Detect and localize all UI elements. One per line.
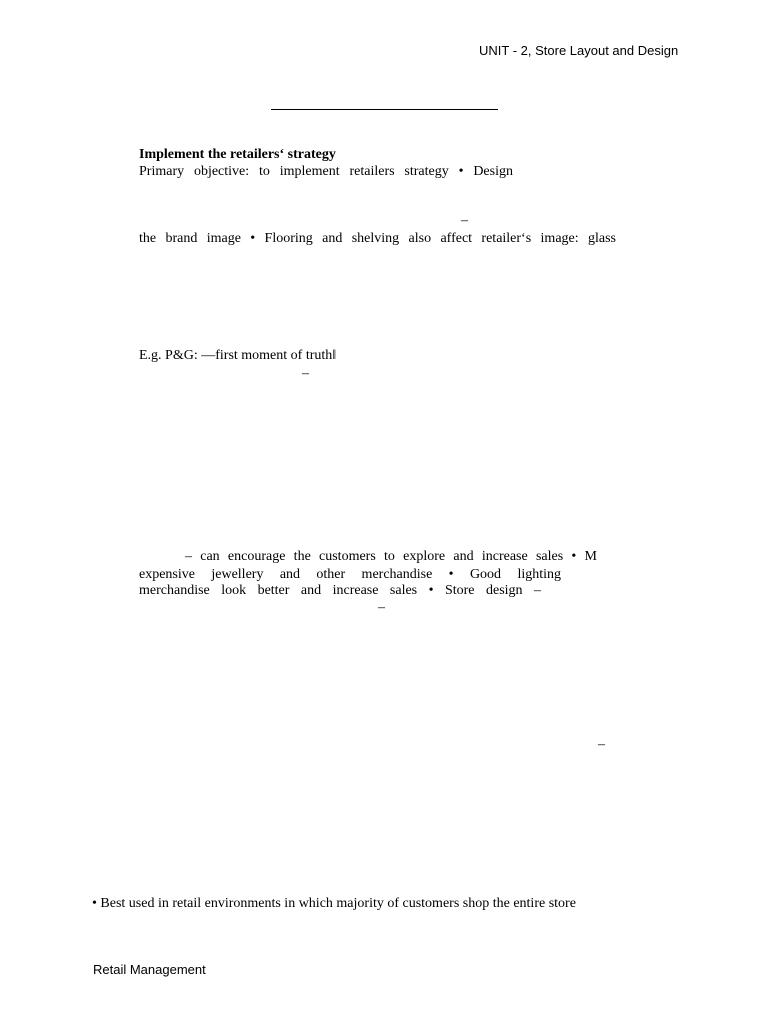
dash-mark: – <box>461 213 468 228</box>
section-heading: Implement the retailers‘ strategy <box>139 147 336 162</box>
body-line-merchandise: merchandise look better and increase sales • Store design – <box>139 583 541 598</box>
body-line-objective: Primary objective: to implement retailers strategy • Design <box>139 164 513 179</box>
dash-mark: – <box>598 737 605 752</box>
dash-mark: – <box>302 366 309 381</box>
page-header: UNIT - 2, Store Layout and Design <box>479 43 679 58</box>
horizontal-rule <box>271 109 498 110</box>
bullet-line: • Best used in retail environments in which majority of customers shop the entire store <box>92 896 576 911</box>
dash-mark: – <box>378 600 385 615</box>
body-line-jewellery: expensive jewellery and other merchandise • Good lighting <box>139 567 561 582</box>
body-line-brand-image: the brand image • Flooring and shelving also affect retailer‘s image: glass <box>139 231 616 246</box>
body-line-example: E.g. P&G: —first moment of truth‖ <box>139 348 337 363</box>
page-footer: Retail Management <box>93 962 206 977</box>
body-line-encourage: – can encourage the customers to explore and increase sales • M <box>185 549 597 564</box>
